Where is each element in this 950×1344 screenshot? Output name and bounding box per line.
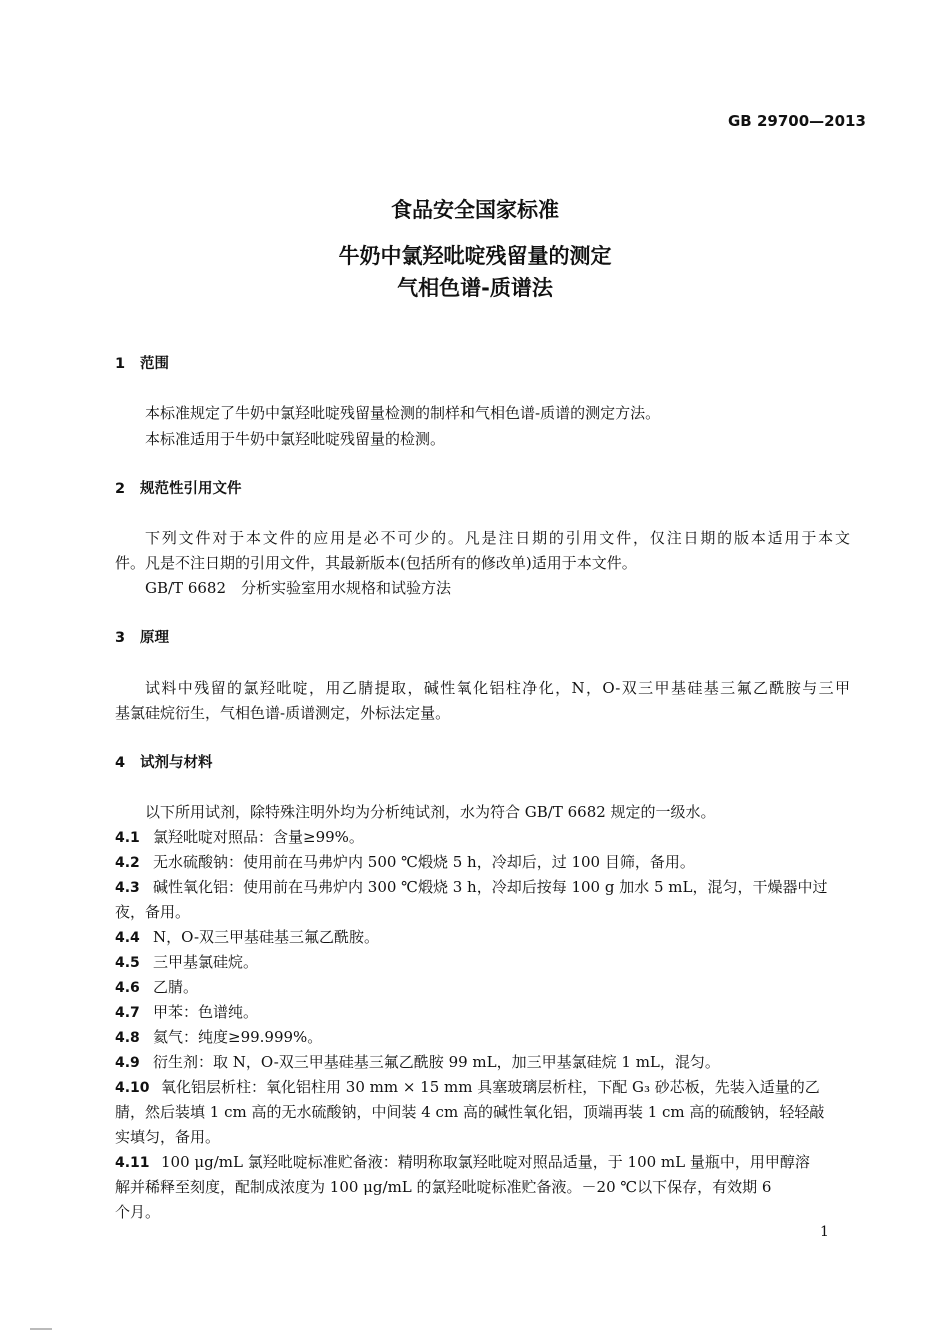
item-continuation: 解并稀释至刻度，配制成浓度为 100 μg/mL 的氯羟吡啶标准贮备液。－20 ℃以下保存，有效期 6 (115, 1178, 772, 1196)
item-continuation: 个月。 (115, 1203, 161, 1221)
scan-mark (30, 1328, 52, 1330)
section-4-intro: 以下所用试剂，除特殊注明外均为分析纯试剂，水为符合 GB/T 6682 规定的一级水。 (145, 803, 716, 821)
section-4-title: 试剂与材料 (140, 755, 213, 771)
list-item (115, 1051, 720, 1072)
section-1-heading (115, 352, 169, 373)
section-1-title: 范围 (140, 356, 169, 372)
item-text: 碱性氧化铝：使用前在马弗炉内 300 ℃煅烧 3 h，冷却后按每 100 g 加水 5 mL，混匀，干燥器中过 (153, 878, 828, 896)
section-1-paragraph-1: 本标准规定了牛奶中氯羟吡啶残留量检测的制样和气相色谱-质谱的测定方法。 (145, 404, 661, 422)
list-item (115, 951, 258, 972)
section-3-paragraph-line-1: 试料中残留的氯羟吡啶，用乙腈提取，碱性氧化铝柱净化，N，O-双三甲基硅基三氟乙酰胺与三甲 (145, 679, 850, 697)
list-item (115, 1026, 322, 1047)
page-number: 1 (820, 1224, 829, 1240)
section-3-heading (115, 626, 169, 647)
section-4-number: 4 (115, 755, 126, 771)
item-text: 无水硫酸钠：使用前在马弗炉内 500 ℃煅烧 5 h，冷却后，过 100 目筛，备用。 (153, 853, 695, 871)
list-item (115, 851, 695, 872)
section-2-title: 规范性引用文件 (140, 481, 242, 497)
item-text: 100 μg/mL 氯羟吡啶标准贮备液：精明称取氯羟吡啶对照品适量，于 100 mL 量瓶中，用甲醇溶 (161, 1153, 810, 1171)
section-2-number: 2 (115, 481, 126, 497)
item-continuation: 夜，备用。 (115, 903, 191, 921)
item-number: 4.11 (115, 1155, 150, 1171)
section-3-paragraph-line-2: 基氯硅烷衍生，气相色谱-质谱测定，外标法定量。 (115, 704, 451, 722)
title-line-3: 气相色谱-质谱法 (397, 276, 553, 300)
item-text: N，O-双三甲基硅基三氟乙酰胺。 (153, 928, 380, 946)
item-number: 4.2 (115, 855, 140, 871)
item-continuation: 腈，然后装填 1 cm 高的无水硫酸钠，中间装 4 cm 高的碱性氧化铝，顶端再装 1 cm 高的硫酸钠，轻轻敲 (115, 1103, 825, 1121)
section-1-number: 1 (115, 356, 126, 372)
item-number: 4.6 (115, 980, 140, 996)
list-item (115, 1076, 820, 1097)
section-3-number: 3 (115, 630, 126, 646)
section-2-heading (115, 477, 242, 498)
item-number: 4.5 (115, 955, 140, 971)
item-number: 4.3 (115, 880, 140, 896)
section-2-paragraph-line-1: 下列文件对于本文件的应用是必不可少的。凡是注日期的引用文件，仅注日期的版本适用于本文 (145, 529, 850, 547)
section-2-paragraph-line-2: 件。凡是不注日期的引用文件，其最新版本(包括所有的修改单)适用于本文件。 (115, 554, 637, 572)
list-item (115, 976, 198, 997)
item-text: 乙腈。 (153, 978, 199, 996)
item-number: 4.7 (115, 1005, 140, 1021)
section-2-reference: GB/T 6682 分析实验室用水规格和试验方法 (145, 579, 452, 597)
list-item (115, 1001, 258, 1022)
item-text: 甲苯：色谱纯。 (153, 1003, 259, 1021)
list-item (115, 1151, 810, 1172)
item-text: 氧化铝层析柱：氧化铝柱用 30 mm × 15 mm 具塞玻璃层析柱，下配 G₃ 砂芯板，先装入适量的乙 (161, 1078, 820, 1096)
item-text: 三甲基氯硅烷。 (153, 953, 259, 971)
section-4-heading (115, 751, 213, 772)
item-text: 氯羟吡啶对照品：含量≥99%。 (153, 828, 364, 846)
item-text: 氦气：纯度≥99.999%。 (153, 1028, 323, 1046)
section-1-paragraph-2: 本标准适用于牛奶中氯羟吡啶残留量的检测。 (145, 430, 446, 448)
item-number: 4.4 (115, 930, 140, 946)
list-item (115, 826, 364, 847)
title-line-2: 牛奶中氯羟吡啶残留量的测定 (338, 244, 612, 268)
title-line-1: 食品安全国家标准 (391, 198, 559, 222)
standard-code: GB 29700—2013 (728, 112, 866, 130)
item-continuation: 实填匀，备用。 (115, 1128, 221, 1146)
section-3-title: 原理 (140, 630, 169, 646)
item-text: 衍生剂：取 N，O-双三甲基硅基三氟乙酰胺 99 mL，加三甲基氯硅烷 1 mL，混匀。 (153, 1053, 720, 1071)
list-item (115, 876, 850, 897)
item-number: 4.9 (115, 1055, 140, 1071)
item-number: 4.1 (115, 830, 140, 846)
list-item (115, 926, 379, 947)
item-number: 4.10 (115, 1080, 150, 1096)
item-number: 4.8 (115, 1030, 140, 1046)
